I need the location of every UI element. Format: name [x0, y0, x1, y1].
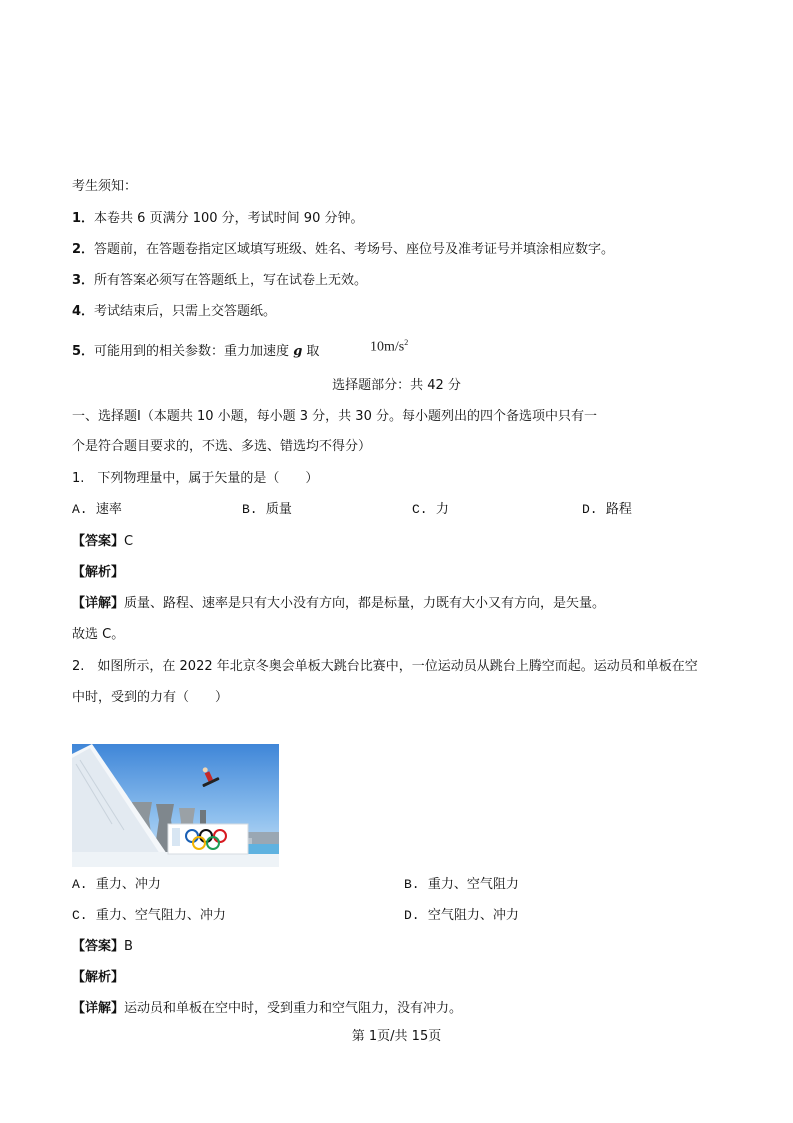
notice-text-after: 取: [302, 344, 320, 359]
notice-title: 考生须知：: [72, 179, 138, 194]
detail-tag: 【详解】: [72, 1001, 125, 1016]
option-text: 重力、空气阻力、冲力: [95, 908, 226, 923]
notice-num: 2．: [72, 242, 95, 257]
q1-option-b: [242, 501, 292, 519]
notice-num: 3．: [72, 273, 95, 288]
option-label: B.: [404, 877, 420, 892]
option-text: 空气阻力、冲力: [427, 908, 519, 923]
analysis-tag: 【解析】: [72, 565, 125, 580]
q1-stem: 1. 下列物理量中，属于矢量的是（ ）: [72, 471, 319, 486]
option-label: B.: [242, 502, 258, 517]
notice-item-2: [72, 241, 614, 259]
q2-option-d: [404, 907, 519, 925]
q1-answer: [72, 533, 133, 551]
answer-tag: 【答案】: [72, 534, 125, 549]
q1-option-c: [412, 501, 449, 519]
detail-text: 运动员和单板在空中时，受到重力和空气阻力，没有冲力。: [124, 1001, 463, 1016]
notice-num: 5．: [72, 344, 95, 359]
q2-detail: [72, 1000, 462, 1018]
notice-text: 考试结束后，只需上交答题纸。: [94, 304, 277, 319]
answer-tag: 【答案】: [72, 939, 125, 954]
gravity-value-formula: [370, 338, 408, 356]
notice-item-1: [72, 210, 363, 228]
option-label: C.: [412, 502, 428, 517]
q1-option-a: [72, 501, 122, 519]
option-label: A.: [72, 877, 88, 892]
q2-option-b: [404, 876, 519, 894]
notice-text: 可能用到的相关参数：重力加速度: [94, 344, 294, 359]
notice-item-5: [72, 343, 319, 361]
option-text: 速率: [95, 502, 122, 517]
q2-stem-line1: 2. 如图所示，在 2022 年北京冬奥会单板大跳台比赛中，一位运动员从跳台上腾空而起。运动员和单板在空: [72, 659, 698, 674]
option-text: 重力、空气阻力: [427, 877, 519, 892]
notice-num: 1．: [72, 211, 95, 226]
option-text: 质量: [265, 502, 292, 517]
big-air-illustration: [72, 744, 279, 867]
section-heading: 选择题部分：共 42 分: [332, 378, 461, 393]
option-label: C.: [72, 908, 88, 923]
notice-text: 所有答案必须写在答题纸上，写在试卷上无效。: [94, 273, 368, 288]
option-text: 重力、冲力: [95, 877, 161, 892]
q1-analysis: [72, 564, 124, 582]
gravity-symbol: g: [293, 344, 303, 359]
detail-text: 质量、路程、速率是只有大小没有方向，都是标量，力既有大小又有方向，是矢量。: [124, 596, 606, 611]
q1-detail: [72, 595, 605, 613]
answer-value: C: [124, 534, 134, 549]
part-intro-line2: 个是符合题目要求的，不选、多选、错选均不得分）: [72, 439, 372, 454]
option-label: A.: [72, 502, 88, 517]
notice-num: 4．: [72, 304, 95, 319]
q2-stem-line2: 中时，受到的力有（ ）: [72, 690, 229, 705]
q2-answer: [72, 938, 133, 956]
q1-conclusion: 故选 C。: [72, 627, 125, 642]
notice-item-4: [72, 303, 276, 321]
big-air-photo: [72, 744, 279, 867]
option-text: 力: [435, 502, 449, 517]
q2-option-c: [72, 907, 226, 925]
answer-value: B: [124, 939, 133, 954]
page-footer: 第 1页/共 15页: [351, 1029, 442, 1044]
option-label: D.: [582, 502, 598, 517]
q2-analysis: [72, 969, 124, 987]
notice-text: 答题前，在答题卷指定区域填写班级、姓名、考场号、座位号及准考证号并填涂相应数字。: [94, 242, 615, 257]
q1-option-d: [582, 501, 632, 519]
notice-item-3: [72, 272, 367, 290]
detail-tag: 【详解】: [72, 596, 125, 611]
formula-exp: 2: [404, 338, 409, 347]
part-intro-line1: 一、选择题Ⅰ（本题共 10 小题，每小题 3 分，共 30 分。每小题列出的四个备选项中只有一: [72, 409, 597, 424]
formula-value: 10m: [370, 339, 395, 355]
notice-text: 本卷共 6 页满分 100 分，考试时间 90 分钟。: [94, 211, 364, 226]
option-text: 路程: [605, 502, 632, 517]
analysis-tag: 【解析】: [72, 970, 125, 985]
formula-unit: /s: [394, 339, 405, 355]
option-label: D.: [404, 908, 420, 923]
q2-option-a: [72, 876, 161, 894]
